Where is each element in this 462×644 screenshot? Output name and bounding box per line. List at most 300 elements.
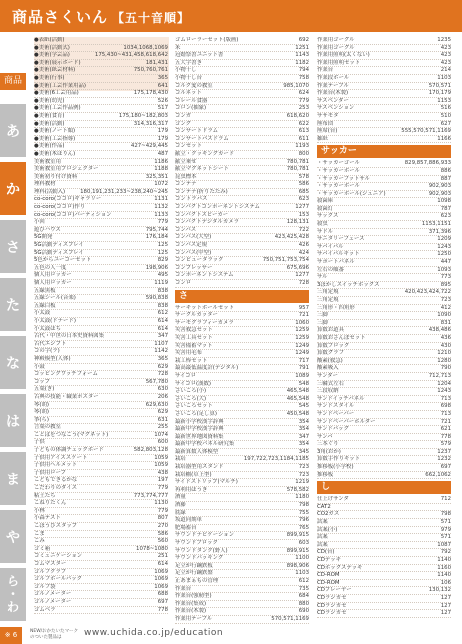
- index-entry: [175, 411, 309, 419]
- index-entry: [34, 83, 168, 91]
- entry-pages: 750,760,761: [133, 67, 168, 74]
- entry-pages: 1140: [437, 557, 451, 563]
- index-entry: [175, 257, 309, 265]
- footer-url[interactable]: www.uchida.co.jp/education: [84, 628, 224, 638]
- entry-pages: 807: [157, 515, 168, 522]
- entry-name: 栽培器型用スタンド: [175, 464, 224, 471]
- index-entry: [175, 517, 309, 525]
- entry-pages: 1060: [295, 319, 309, 326]
- entry-name: コンポーネントシステム: [175, 272, 234, 279]
- index-entry: [34, 227, 168, 235]
- kana-tab[interactable]: さ: [0, 220, 26, 273]
- entry-name: 古典の技能・職業ポスター: [34, 393, 99, 400]
- entry-pages: 758: [298, 74, 309, 81]
- entry-pages: 795,744: [145, 226, 168, 233]
- entry-pages: 902,903: [428, 190, 451, 197]
- entry-name: コントラバス: [175, 196, 208, 203]
- index-entry: [34, 257, 168, 265]
- entry-pages: 899,915: [286, 532, 309, 539]
- index-entry: [34, 318, 168, 326]
- entry-pages: 623: [298, 196, 309, 203]
- index-entry: [34, 45, 168, 53]
- index-entry: [34, 181, 168, 189]
- entry-pages: 450,548: [286, 410, 309, 417]
- index-entry: [34, 105, 168, 113]
- entry-name: 三輪式左右: [317, 380, 344, 387]
- entry-name: ゴング: [175, 120, 192, 127]
- entry-pages: 1243: [437, 243, 451, 250]
- index-entry: [317, 160, 451, 168]
- index-entry: [317, 45, 451, 53]
- index-entry: [175, 563, 309, 571]
- entry-pages: 571: [440, 519, 451, 526]
- index-entry: [175, 234, 309, 242]
- entry-name: ササモタ: [317, 112, 339, 119]
- entry-name: コンパス: [175, 226, 197, 233]
- entry-name: サポートパネル: [317, 259, 355, 266]
- entry-pages: 175,430~431,458,618,642: [94, 52, 168, 59]
- entry-pages: 1235: [437, 37, 451, 43]
- index-entry: [34, 424, 168, 432]
- index-entry: [34, 553, 168, 561]
- entry-pages: 586: [157, 530, 168, 537]
- entry-name: さいころ(小): [175, 388, 207, 395]
- entry-pages: 153: [298, 211, 309, 218]
- index-entry: [34, 303, 168, 311]
- entry-name: co-coro(ココロ)作り: [34, 204, 86, 211]
- entry-pages: 723: [298, 471, 309, 478]
- entry-name: コンサートドラム: [175, 128, 219, 135]
- entry-name: ごみ: [34, 538, 45, 545]
- entry-pages: 179: [157, 128, 168, 135]
- entry-pages: 371,396: [428, 228, 451, 235]
- entry-pages: 570,571: [428, 82, 451, 89]
- entry-pages: 779: [157, 507, 168, 514]
- index-entry: [175, 67, 309, 75]
- index-entry: [175, 570, 309, 578]
- kana-tab[interactable]: ら ・ わ: [0, 568, 26, 621]
- entry-pages: 180,191,231,233~238,240~245: [80, 188, 168, 195]
- entry-name: ●表紙(活動): [34, 37, 65, 43]
- entry-name: さいころセット: [175, 403, 213, 410]
- entry-name: CDデッキ: [317, 557, 341, 563]
- index-entry: [175, 305, 309, 313]
- kana-index-tabs: [0, 104, 26, 626]
- entry-name: 最新中学校漢字辞典: [175, 426, 224, 433]
- index-entry: [34, 432, 168, 440]
- entry-name: コルク愛の教室: [175, 82, 213, 89]
- entry-name: サニタリーフェース: [317, 236, 365, 243]
- entry-name: 災害救急セット: [175, 327, 213, 334]
- index-column-1: [34, 37, 168, 614]
- index-entry: [317, 52, 451, 60]
- entry-name: コルネット: [175, 90, 202, 97]
- entry-name: 作業台(集成): [175, 600, 207, 607]
- entry-name: コンサートバスドラム: [175, 135, 229, 142]
- index-entry: [175, 121, 309, 129]
- index-entry: [317, 343, 451, 351]
- entry-name: サイコロ(漢数): [175, 380, 211, 387]
- entry-name: 最高最低温度計(デジタル): [175, 365, 239, 372]
- entry-pages: 1119: [154, 280, 168, 286]
- index-entry: [175, 510, 309, 518]
- index-entry: [34, 569, 168, 577]
- index-entry: [175, 52, 309, 60]
- entry-pages: 465,548: [286, 395, 309, 402]
- entry-name: サンドスタイル: [317, 403, 355, 410]
- entry-name: 仕上げサンダ: [317, 496, 349, 503]
- index-entry: [175, 388, 309, 396]
- index-entry: [317, 610, 451, 618]
- entry-pages: 1142: [154, 348, 168, 355]
- index-entry: [317, 37, 451, 45]
- entry-name: コンパス(大型): [175, 234, 212, 241]
- index-entry: [175, 151, 309, 159]
- entry-name: 推移板(小学校): [317, 464, 354, 471]
- entry-name: サンドペーパーホルダー: [317, 418, 376, 425]
- entry-name: コンパクトコンポーネントシステム: [175, 204, 260, 211]
- entry-pages: 684: [298, 593, 309, 600]
- entry-pages: 886: [440, 167, 451, 174]
- index-entry: [317, 206, 451, 214]
- entry-name: サウンドパッキング: [175, 555, 224, 562]
- index-entry: [175, 434, 309, 442]
- index-entry: [317, 98, 451, 106]
- entry-name: サックス: [317, 213, 339, 220]
- entry-name: コムマスター: [34, 560, 67, 567]
- entry-pages: 570,571,1169: [271, 615, 309, 622]
- title-subtitle: 【五十音順】: [112, 11, 191, 25]
- entry-name: 小太鼓ほち: [34, 325, 61, 332]
- entry-name: 美術教室用: [34, 158, 61, 165]
- index-entry: [175, 555, 309, 563]
- index-entry: [175, 174, 309, 182]
- entry-name: ・サッカーボール(ジュニア): [317, 190, 386, 197]
- entry-pages: 880: [298, 600, 309, 607]
- index-entry: [175, 272, 309, 280]
- entry-pages: 365: [157, 355, 168, 362]
- entry-name: コンロ: [175, 280, 192, 286]
- entry-pages: 130,132: [428, 587, 451, 594]
- entry-pages: 548: [298, 380, 309, 387]
- index-entry: [175, 358, 309, 366]
- entry-pages: 127: [440, 602, 451, 609]
- entry-pages: 438: [157, 469, 168, 476]
- entry-name: 算数手作りキット: [317, 456, 361, 463]
- entry-name: 最新小学校漢字辞典: [175, 418, 224, 425]
- entry-pages: 1098: [437, 198, 451, 205]
- index-entry: [34, 333, 168, 341]
- entry-name: コンテナ(折りたたみ): [175, 188, 228, 195]
- entry-name: 栽培棚(卓上型): [175, 471, 212, 478]
- index-entry: [317, 381, 451, 389]
- index-entry: [317, 168, 451, 176]
- entry-name: コンピュータラック: [175, 257, 224, 264]
- entry-pages: 127: [440, 610, 451, 617]
- entry-name: 座席(台): [317, 128, 338, 135]
- index-entry: [34, 386, 168, 394]
- entry-pages: 621: [440, 426, 451, 433]
- index-entry: [175, 608, 309, 616]
- kana-tab[interactable]: あ: [0, 104, 26, 157]
- index-entry: [175, 280, 309, 288]
- index-entry: [175, 45, 309, 53]
- kana-tab[interactable]: は: [0, 394, 26, 447]
- entry-pages: 629: [157, 409, 168, 416]
- entry-pages: 347: [157, 333, 168, 340]
- entry-name: 酒量: [175, 494, 186, 501]
- entry-pages: 722: [298, 226, 309, 233]
- entry-pages: 314,316,317: [133, 120, 168, 127]
- entry-name: 作業用照明セット: [317, 59, 361, 66]
- index-entry: [175, 312, 309, 320]
- index-entry: [317, 121, 451, 129]
- index-entry: [317, 305, 451, 313]
- entry-pages: 1078~1080: [136, 545, 168, 552]
- entry-pages: 582,803,128: [133, 447, 168, 454]
- entry-pages: 798: [298, 502, 309, 509]
- index-entry: [317, 327, 451, 335]
- index-entry: [34, 234, 168, 242]
- entry-name: CO2ガス: [317, 511, 340, 518]
- side-label: 商品: [0, 73, 26, 90]
- entry-name: ●美術(幼児): [34, 97, 65, 104]
- index-entry: [34, 310, 168, 318]
- entry-pages: 603: [298, 540, 309, 546]
- entry-pages: 206: [157, 393, 168, 400]
- entry-pages: 436: [440, 334, 451, 341]
- entry-pages: 790: [440, 365, 451, 372]
- entry-pages: 755: [298, 509, 309, 516]
- index-entry: [175, 365, 309, 373]
- entry-name: サンダー: [317, 372, 339, 379]
- entry-pages: 1219: [295, 479, 309, 486]
- entry-pages: 895: [440, 281, 451, 288]
- index-entry: [317, 580, 451, 588]
- entry-pages: 624: [298, 90, 309, 97]
- entry-pages: 798: [440, 511, 451, 518]
- index-entry: [317, 456, 451, 464]
- entry-name: ゴルフ袋: [34, 583, 56, 590]
- index-entry: [34, 90, 168, 98]
- index-entry: [34, 174, 168, 182]
- index-entry: [34, 212, 168, 220]
- entry-pages: 613: [298, 128, 309, 135]
- entry-name: 作業台: [175, 585, 192, 592]
- index-entry: [175, 113, 309, 121]
- entry-pages: 197: [157, 477, 168, 484]
- entry-pages: 325,351: [145, 173, 168, 180]
- entry-pages: 800: [298, 150, 309, 157]
- index-entry: [175, 250, 309, 258]
- entry-name: 言葉の教室: [34, 424, 61, 431]
- index-entry: [34, 348, 168, 356]
- entry-name: 三角定規: [317, 289, 339, 296]
- entry-name: co-coro(ココロ)ギャラリー: [34, 196, 102, 203]
- index-entry: [34, 371, 168, 379]
- entry-name: 神殿模型(人体): [34, 355, 71, 362]
- entry-pages: 465,548: [286, 388, 309, 395]
- index-entry: [317, 464, 451, 472]
- entry-name: ●美術(工芸指導): [34, 135, 76, 142]
- index-entry: [175, 525, 309, 533]
- entry-name: 小太鼓(ドナード): [34, 317, 76, 324]
- entry-pages: 1251: [295, 44, 309, 51]
- index-entry: [317, 176, 451, 184]
- index-entry: [175, 593, 309, 601]
- entry-pages: 1140: [437, 572, 451, 579]
- index-entry: [34, 159, 168, 167]
- index-entry: [175, 464, 309, 472]
- kana-tab[interactable]: な: [0, 336, 26, 389]
- index-entry: [175, 403, 309, 411]
- index-entry: [317, 229, 451, 237]
- entry-name: コンパス定規: [175, 242, 207, 249]
- index-entry: [317, 236, 451, 244]
- entry-pages: 495: [157, 272, 168, 279]
- entry-name: CDプレーヤー: [317, 587, 352, 594]
- entry-pages: 128,131: [286, 219, 309, 226]
- entry-pages: 197,722,723,1184,1185: [243, 456, 309, 463]
- entry-pages: 1087: [437, 541, 451, 548]
- index-entry: [34, 288, 168, 296]
- entry-pages: 1100: [295, 555, 309, 562]
- index-entry: [175, 60, 309, 68]
- entry-pages: 887: [440, 175, 451, 182]
- index-entry: [34, 439, 168, 447]
- entry-name: コレール食器: [175, 97, 208, 104]
- index-entry: [34, 477, 168, 485]
- entry-name: 災害備蓄マット: [175, 342, 213, 349]
- entry-name: 五色の人一度: [34, 264, 67, 271]
- entry-pages: 578,582: [286, 486, 309, 493]
- entry-name: 献立マグネットシート: [175, 166, 229, 173]
- entry-pages: 1166: [437, 135, 451, 142]
- entry-pages: 1210: [437, 350, 451, 357]
- index-entry: [34, 341, 168, 349]
- index-entry: [317, 549, 451, 557]
- index-entry: [175, 219, 309, 227]
- entry-name: サーキットボールセット: [175, 304, 235, 311]
- entry-name: コップ: [34, 378, 51, 385]
- entry-pages: 612: [157, 310, 168, 317]
- index-entry: [34, 485, 168, 493]
- entry-pages: 618,620: [286, 112, 309, 119]
- entry-name: ●美術(工芸作業用品): [34, 82, 87, 89]
- entry-name: 算数おさんぽセット: [317, 334, 366, 341]
- index-entry: [317, 297, 451, 305]
- index-entry: [34, 356, 168, 364]
- entry-name: 作業用テーブル: [175, 615, 213, 622]
- entry-name: CDボックスデッキ: [317, 564, 363, 571]
- entry-name: コンパクトスピーカー: [175, 211, 229, 218]
- entry-name: 三脚: [317, 319, 328, 326]
- entry-pages: 347: [298, 433, 309, 440]
- index-entry: [175, 381, 309, 389]
- section-header: サッカー: [317, 145, 451, 158]
- kana-tab[interactable]: ま: [0, 452, 26, 505]
- index-entry: [175, 37, 309, 45]
- index-entry: [175, 426, 309, 434]
- index-entry: [317, 289, 451, 297]
- index-entry: [34, 455, 168, 463]
- index-entry: [317, 511, 451, 519]
- entry-name: 雑紙: [317, 135, 328, 142]
- entry-pages: 255: [157, 424, 168, 431]
- entry-pages: 611: [298, 135, 309, 142]
- entry-pages: 578: [298, 173, 309, 180]
- index-entry: [175, 327, 309, 335]
- index-entry: [175, 335, 309, 343]
- entry-pages: 787: [440, 205, 451, 212]
- entry-name: 作業用ゴーグル: [317, 44, 355, 51]
- entry-pages: 697: [440, 464, 451, 471]
- entry-pages: 1209: [437, 236, 451, 243]
- entry-pages: 614: [157, 560, 168, 567]
- entry-pages: 1249: [295, 350, 309, 357]
- entry-name: ●美術(作品): [34, 143, 65, 150]
- entry-pages: 712: [440, 496, 451, 503]
- entry-name: サル: [317, 274, 328, 281]
- index-entry: [34, 417, 168, 425]
- index-entry: [317, 320, 451, 328]
- kana-tab[interactable]: か: [0, 162, 26, 215]
- entry-pages: 571: [440, 534, 451, 541]
- entry-name: 作業用ゴーグル: [317, 37, 355, 43]
- entry-name: 子どもの体調チェックボード: [34, 447, 104, 454]
- index-entry: [34, 561, 168, 569]
- index-entry: [175, 242, 309, 250]
- index-entry: [317, 403, 451, 411]
- entry-pages: 1103: [437, 74, 451, 81]
- index-entry: [34, 136, 168, 144]
- entry-name: 殺菌庫: [317, 198, 334, 205]
- entry-name: サンドペーパー: [317, 410, 355, 417]
- entry-name: サウンドナビゲーション: [175, 532, 235, 539]
- entry-name: 作業テーブル: [317, 82, 349, 89]
- entry-pages: 1069: [154, 568, 168, 575]
- entry-pages: 631: [157, 416, 168, 423]
- entry-name: 底緑: [175, 509, 186, 516]
- entry-name: 作業台(木製): [175, 608, 207, 615]
- entry-name: コロン(抽象): [175, 105, 207, 112]
- section-header: し: [317, 481, 451, 494]
- index-entry: [34, 295, 168, 303]
- index-entry: [175, 166, 309, 174]
- index-entry: [175, 441, 309, 449]
- entry-name: 三本ぐり: [317, 441, 339, 448]
- index-entry: [175, 449, 309, 457]
- entry-pages: 423,425,428: [274, 234, 309, 241]
- entry-name: 個人用ロッカー: [34, 272, 72, 279]
- entry-pages: 176,184: [145, 234, 168, 241]
- index-entry: [317, 312, 451, 320]
- kana-tab[interactable]: た: [0, 278, 26, 331]
- index-entry: [317, 388, 451, 396]
- index-entry: [175, 578, 309, 586]
- index-entry: [317, 267, 451, 275]
- entry-pages: 423: [440, 59, 451, 66]
- entry-pages: 1180: [295, 494, 309, 501]
- entry-pages: 750,751,753,754: [262, 257, 309, 264]
- entry-pages: 794: [298, 67, 309, 74]
- index-entry: [34, 143, 168, 151]
- entry-pages: 214: [440, 67, 451, 74]
- kana-tab[interactable]: や: [0, 510, 26, 563]
- entry-name: コンパクトデジタルカメラ: [175, 219, 239, 226]
- entry-name: 足立が行鋼鉄盤: [175, 570, 213, 577]
- entry-name: サンドバッグ: [317, 426, 349, 433]
